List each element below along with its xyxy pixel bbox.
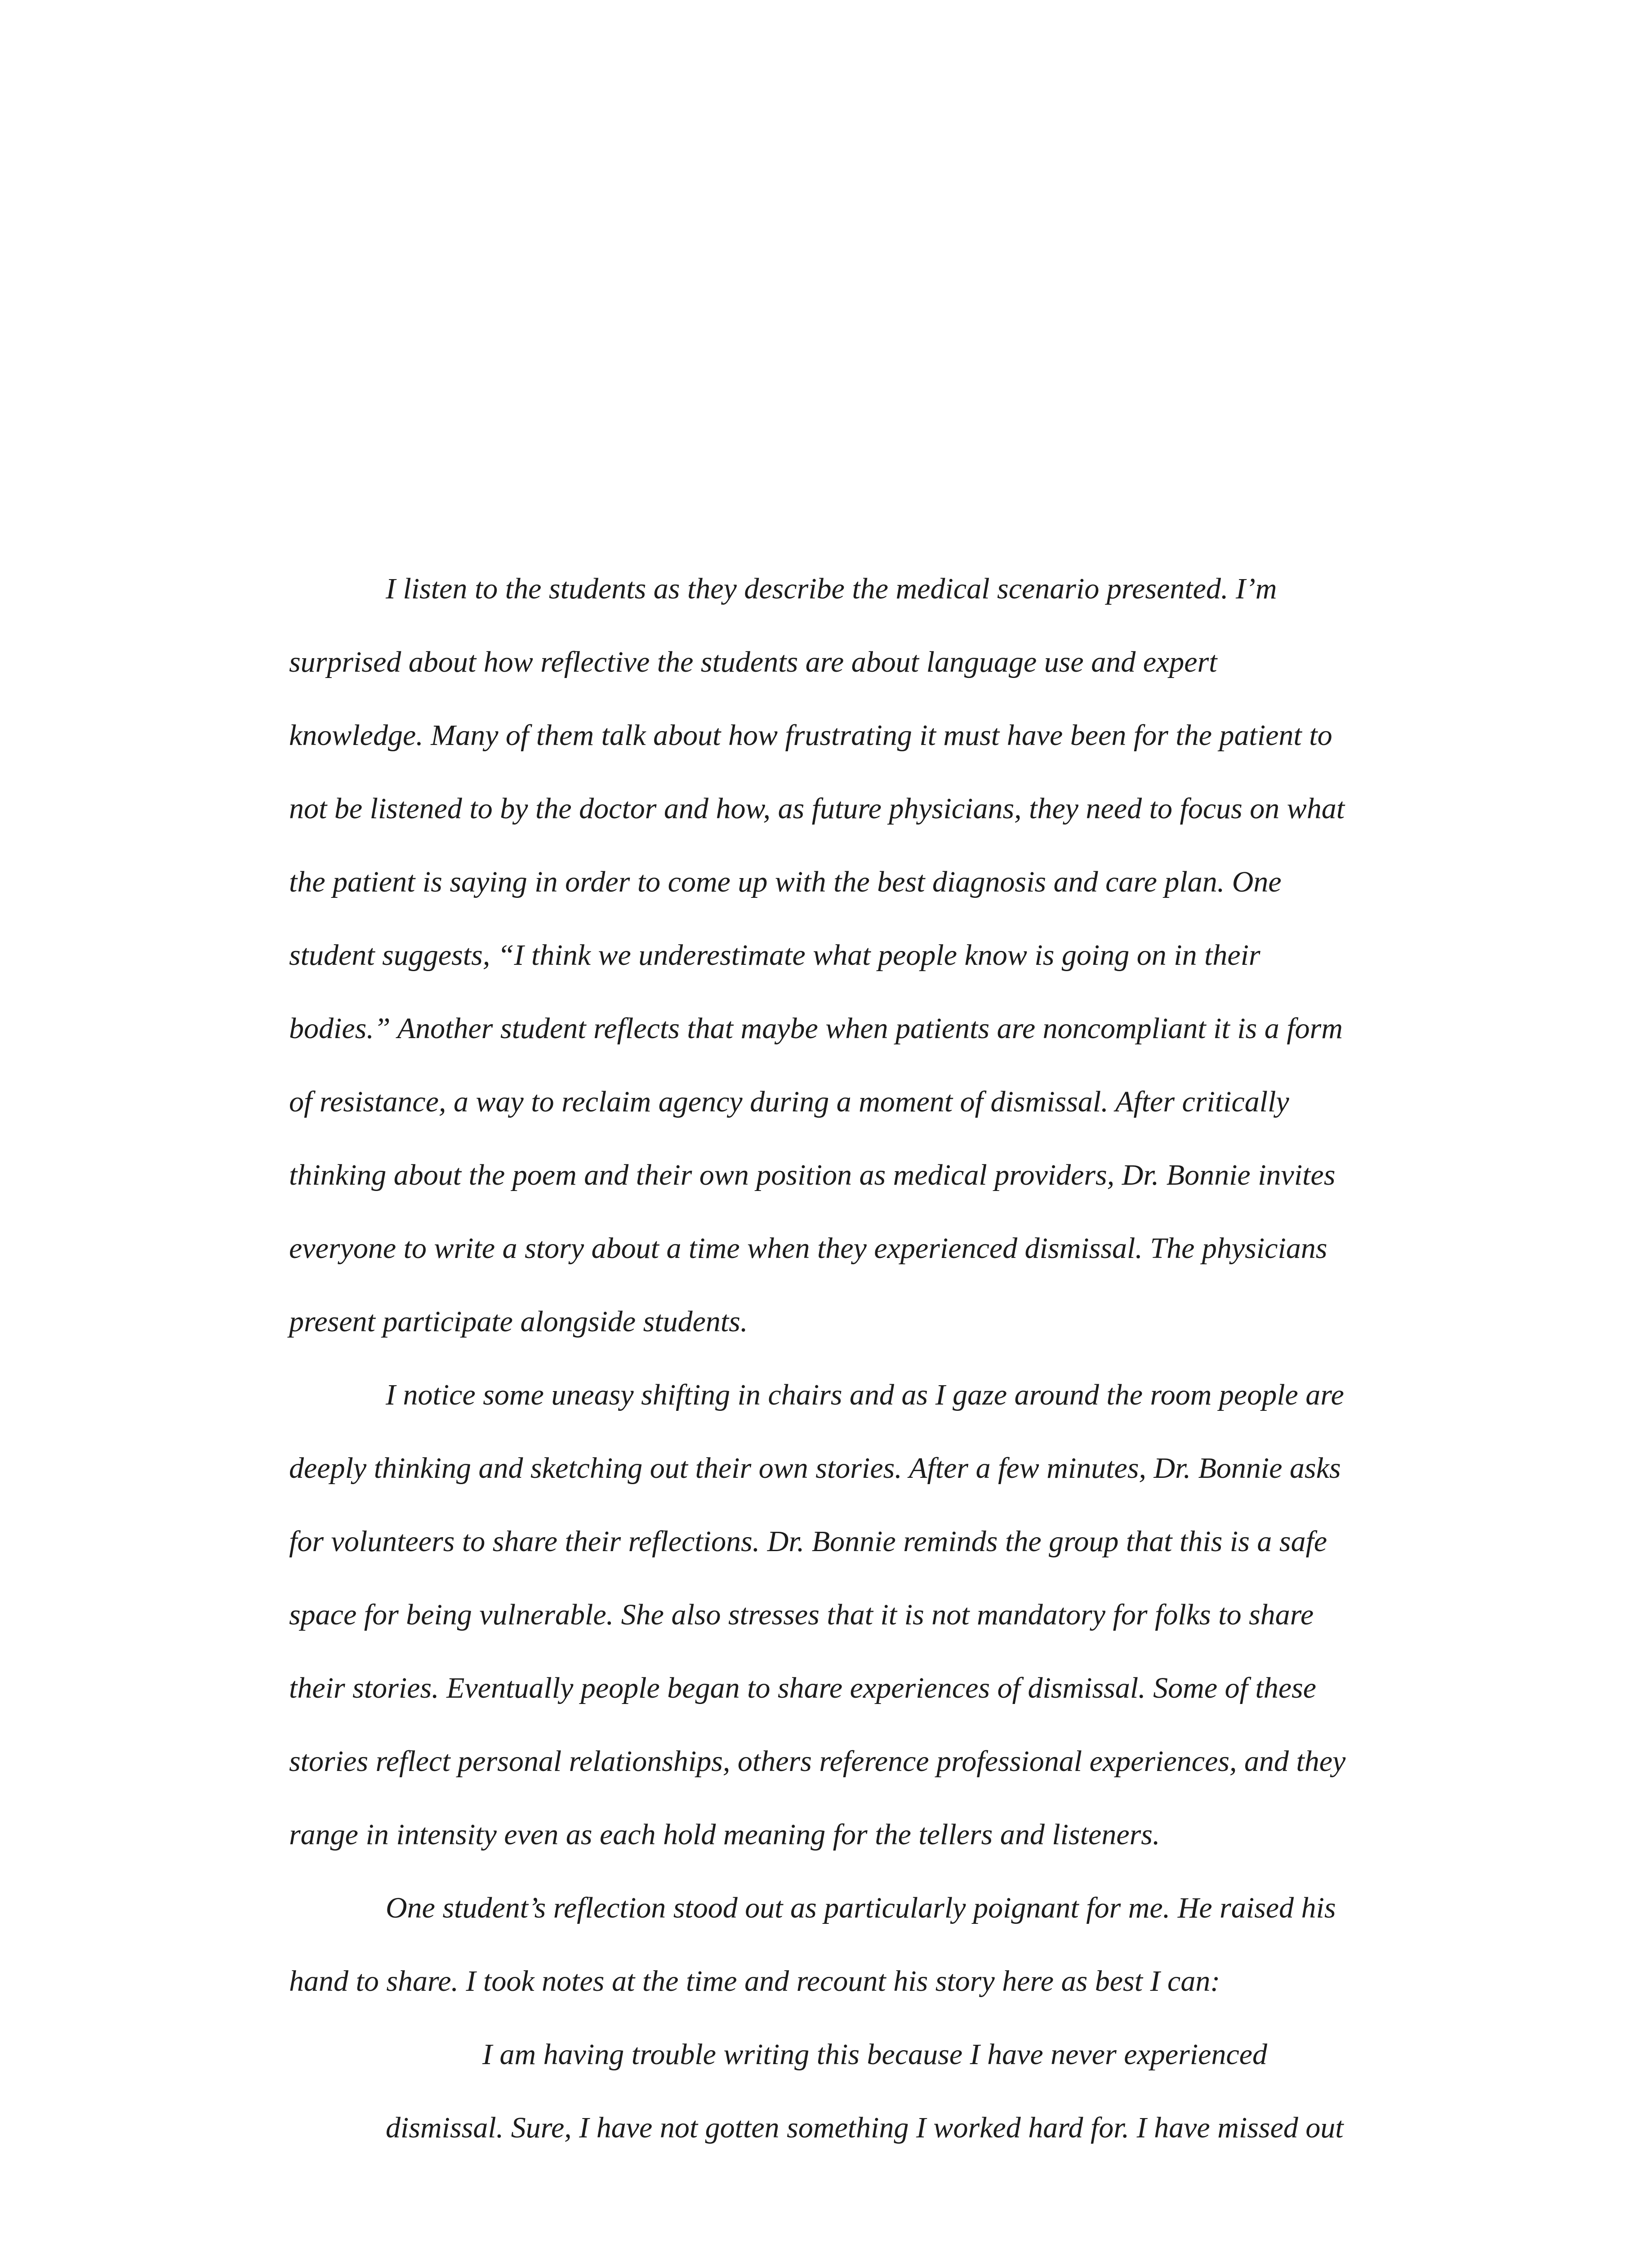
- block-quote-line-1: I am having trouble writing this because I have never experienced: [482, 2038, 1268, 2071]
- paragraph-1-line-4: not be listened to by the doctor and how, as future physicians, they need to focus on what: [289, 792, 1345, 825]
- paragraph-1-line-1: I listen to the students as they describe the medical scenario presented. I’m: [386, 572, 1277, 605]
- paragraph-2-line-6: stories reflect personal relationships, others reference professional experiences, and they: [289, 1745, 1346, 1778]
- paragraph-3-line-2: hand to share. I took notes at the time and recount his story here as best I can:: [289, 1965, 1220, 1998]
- paragraph-1-line-10: everyone to write a story about a time when they experienced dismissal. The physicians: [289, 1232, 1327, 1265]
- paragraph-3-line-1: One student’s reflection stood out as particularly poignant for me. He raised his: [386, 1891, 1336, 1924]
- paragraph-1-line-8: of resistance, a way to reclaim agency during a moment of dismissal. After critically: [289, 1085, 1289, 1118]
- paragraph-2-line-3: for volunteers to share their reflections. Dr. Bonnie reminds the group that this is a safe: [289, 1525, 1327, 1558]
- paragraph-2-line-7: range in intensity even as each hold meaning for the tellers and listeners.: [289, 1818, 1160, 1851]
- paragraph-1-line-2: surprised about how reflective the students are about language use and expert: [289, 646, 1217, 678]
- paragraph-2-line-1: I notice some uneasy shifting in chairs and as I gaze around the room people are: [386, 1378, 1344, 1411]
- paragraph-1-line-3: knowledge. Many of them talk about how frustrating it must have been for the patient to: [289, 719, 1332, 752]
- paragraph-1-line-11: present participate alongside students.: [289, 1305, 748, 1338]
- paragraph-2-line-4: space for being vulnerable. She also stresses that it is not mandatory for folks to share: [289, 1598, 1314, 1631]
- paragraph-1-line-6: student suggests, “I think we underestimate what people know is going on in their: [289, 939, 1260, 972]
- paragraph-2-line-5: their stories. Eventually people began to share experiences of dismissal. Some of these: [289, 1672, 1317, 1704]
- paragraph-1-line-9: thinking about the poem and their own position as medical providers, Dr. Bonnie invites: [289, 1159, 1336, 1191]
- body-text: [289, 552, 1440, 2164]
- paragraph-1-line-5: the patient is saying in order to come up with the best diagnosis and care plan. One: [289, 865, 1282, 898]
- paragraph-1-line-7: bodies.” Another student reflects that maybe when patients are noncompliant it is a form: [289, 1012, 1343, 1045]
- block-quote-line-2: dismissal. Sure, I have not gotten something I worked hard for. I have missed out: [386, 2111, 1344, 2144]
- paragraph-2-line-2: deeply thinking and sketching out their own stories. After a few minutes, Dr. Bonnie asks: [289, 1452, 1341, 1485]
